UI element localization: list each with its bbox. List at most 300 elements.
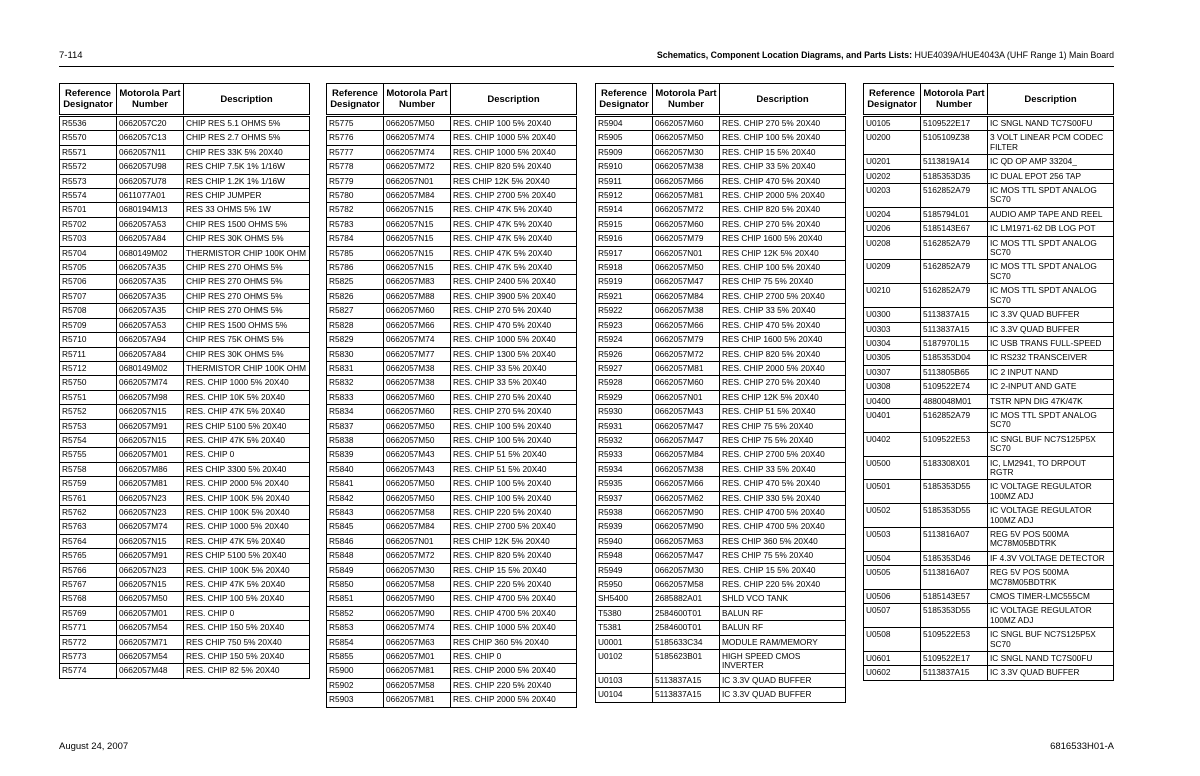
table-row — [596, 131, 846, 145]
reference-designator: R5926 — [596, 347, 653, 361]
part-number: 0662057M91 — [117, 419, 184, 433]
table-row — [864, 322, 1114, 336]
description: RES. CHIP 10K 5% 20X40 — [184, 390, 310, 404]
description: RES CHIP 12K 5% 20X40 — [451, 174, 577, 188]
table-row — [864, 394, 1114, 408]
table-row — [596, 650, 846, 674]
description: RES. CHIP 33 5% 20X40 — [451, 361, 577, 375]
description: CHIP RES 2.7 OHMS 5% — [184, 131, 310, 145]
reference-designator: R5834 — [327, 405, 384, 419]
part-number: 0662057M72 — [384, 160, 451, 174]
description: RES. CHIP 1000 5% 20X40 — [184, 376, 310, 390]
table-row — [596, 390, 846, 404]
description: BALUN RF — [720, 621, 846, 635]
description: RES. CHIP 1000 5% 20X40 — [451, 131, 577, 145]
table-row — [60, 419, 310, 433]
table-row — [596, 246, 846, 260]
part-number: 0662057N23 — [117, 505, 184, 519]
table-row — [60, 160, 310, 174]
description: IC VOLTAGE REGULATOR 100MZ ADJ — [988, 504, 1114, 528]
description: CMOS TIMER-LMC555CM — [988, 590, 1114, 604]
table-row — [327, 145, 577, 159]
table-row — [596, 688, 846, 702]
reference-designator: T5380 — [596, 606, 653, 620]
reference-designator: R5782 — [327, 203, 384, 217]
description: RES. CHIP 270 5% 20X40 — [451, 304, 577, 318]
description: IC DUAL EPOT 256 TAP — [988, 169, 1114, 183]
table-row — [60, 592, 310, 606]
reference-designator: R5833 — [327, 390, 384, 404]
reference-designator: U0401 — [864, 408, 921, 432]
part-number: 0662057M58 — [384, 505, 451, 519]
table-row — [864, 380, 1114, 394]
part-number: 0662057M66 — [384, 318, 451, 332]
table-row — [864, 365, 1114, 379]
table-row — [327, 650, 577, 664]
description: RES. CHIP 470 5% 20X40 — [720, 318, 846, 332]
description: IC MOS TTL SPDT ANALOG SC70 — [988, 284, 1114, 308]
description: RES CHIP 12K 5% 20X40 — [720, 246, 846, 260]
part-number: 0662057M84 — [384, 189, 451, 203]
description: RES CHIP 5100 5% 20X40 — [184, 419, 310, 433]
column-header-part-number: Motorola Part Number — [921, 84, 988, 116]
table-row — [596, 203, 846, 217]
table-row — [60, 664, 310, 678]
table-row — [327, 304, 577, 318]
page-title — [657, 50, 1114, 60]
part-number: 0662057N15 — [117, 534, 184, 548]
part-number: 0662057M74 — [384, 621, 451, 635]
table-row — [596, 549, 846, 563]
part-number: 0662057M43 — [384, 462, 451, 476]
description: RES. CHIP 100 5% 20X40 — [720, 131, 846, 145]
description: RES CHIP 750 5% 20X40 — [184, 635, 310, 649]
table-row — [596, 534, 846, 548]
reference-designator: R5829 — [327, 333, 384, 347]
description: RES. CHIP 2700 5% 20X40 — [720, 289, 846, 303]
reference-designator: R5939 — [596, 520, 653, 534]
part-number: 0662057M54 — [117, 650, 184, 664]
reference-designator: R5855 — [327, 650, 384, 664]
part-number: 0662057A35 — [117, 304, 184, 318]
table-row — [864, 207, 1114, 221]
reference-designator: R5773 — [60, 650, 117, 664]
part-number: 5185353D55 — [921, 504, 988, 528]
reference-designator: R5934 — [596, 462, 653, 476]
part-number: 0662057M72 — [653, 203, 720, 217]
description: RES. CHIP 470 5% 20X40 — [451, 318, 577, 332]
description: RES CHIP 75 5% 20X40 — [720, 275, 846, 289]
part-number: 0662057U98 — [117, 160, 184, 174]
part-number: 5113837A15 — [653, 688, 720, 702]
part-number: 0662057M74 — [384, 145, 451, 159]
part-number: 5185143E67 — [921, 222, 988, 236]
reference-designator: U0504 — [864, 551, 921, 565]
part-number: 0662057N01 — [384, 174, 451, 188]
description: RES. CHIP 100K 5% 20X40 — [184, 563, 310, 577]
table-row — [327, 333, 577, 347]
part-number: 0662057M30 — [384, 563, 451, 577]
part-number: 0662057M74 — [117, 376, 184, 390]
part-number: 0662057N15 — [384, 232, 451, 246]
reference-designator: U0204 — [864, 207, 921, 221]
description: BALUN RF — [720, 606, 846, 620]
table-row — [327, 232, 577, 246]
table-row — [596, 477, 846, 491]
description: RES. CHIP 100 5% 20X40 — [451, 491, 577, 505]
part-number: 5162852A79 — [921, 408, 988, 432]
reference-designator: R5771 — [60, 621, 117, 635]
part-number: 0662057A84 — [117, 347, 184, 361]
part-number: 0662057N23 — [117, 491, 184, 505]
part-number: 0662057M81 — [653, 189, 720, 203]
reference-designator: R5841 — [327, 477, 384, 491]
reference-designator: R5778 — [327, 160, 384, 174]
part-number: 0662057M30 — [653, 563, 720, 577]
table-row — [60, 477, 310, 491]
parts-table — [326, 83, 577, 708]
reference-designator: R5842 — [327, 491, 384, 505]
table-row — [327, 693, 577, 707]
table-row — [60, 189, 310, 203]
reference-designator: R5711 — [60, 347, 117, 361]
reference-designator: R5571 — [60, 145, 117, 159]
description: CHIP RES 5.1 OHMS 5% — [184, 116, 310, 131]
table-row — [327, 217, 577, 231]
table-row — [327, 246, 577, 260]
part-number: 0662057M63 — [384, 635, 451, 649]
reference-designator: R5574 — [60, 189, 117, 203]
part-number: 0662057M81 — [117, 477, 184, 491]
description: IC SNGL NAND TC7S00FU — [988, 652, 1114, 666]
description: RES. CHIP 2000 5% 20X40 — [720, 361, 846, 375]
reference-designator: R5837 — [327, 419, 384, 433]
reference-designator: R5701 — [60, 203, 117, 217]
reference-designator: R5949 — [596, 563, 653, 577]
description: RES. CHIP 47K 5% 20X40 — [184, 405, 310, 419]
part-number: 0662057M01 — [117, 448, 184, 462]
table-row — [327, 174, 577, 188]
table-row — [864, 666, 1114, 680]
reference-designator: R5940 — [596, 534, 653, 548]
reference-designator: R5915 — [596, 217, 653, 231]
table-row — [327, 462, 577, 476]
reference-designator: R5852 — [327, 606, 384, 620]
table-row — [327, 520, 577, 534]
reference-designator: R5776 — [327, 131, 384, 145]
table-row — [60, 217, 310, 231]
part-number: 0680194M13 — [117, 203, 184, 217]
table-row — [60, 491, 310, 505]
reference-designator: R5777 — [327, 145, 384, 159]
description: THERMISTOR CHIP 100K OHM — [184, 361, 310, 375]
part-number: 0662057M50 — [653, 131, 720, 145]
part-number: 5183308X01 — [921, 456, 988, 480]
table-row — [596, 145, 846, 159]
part-number: 0662057N15 — [117, 405, 184, 419]
description: IC 2-INPUT AND GATE — [988, 380, 1114, 394]
description: RES. CHIP 4700 5% 20X40 — [451, 606, 577, 620]
description: IC MOS TTL SPDT ANALOG SC70 — [988, 260, 1114, 284]
part-number: 0662057M83 — [384, 275, 451, 289]
table-row — [327, 261, 577, 275]
table-row — [864, 551, 1114, 565]
reference-designator: R5928 — [596, 376, 653, 390]
description: CHIP RES 75K OHMS 5% — [184, 333, 310, 347]
part-number: 5187970L15 — [921, 336, 988, 350]
reference-designator: R5780 — [327, 189, 384, 203]
part-number: 5109522E53 — [921, 432, 988, 456]
part-number: 5109522E74 — [921, 380, 988, 394]
description: RES. CHIP 51 5% 20X40 — [720, 405, 846, 419]
description: CHIP RES 30K OHMS 5% — [184, 347, 310, 361]
description: RES. CHIP 2700 5% 20X40 — [451, 189, 577, 203]
part-number: 0662057M72 — [384, 549, 451, 563]
part-number: 0662057M88 — [384, 289, 451, 303]
reference-designator: R5762 — [60, 505, 117, 519]
table-row — [596, 433, 846, 447]
reference-designator: U0304 — [864, 336, 921, 350]
part-number: 0662057M43 — [653, 405, 720, 419]
table-row — [864, 222, 1114, 236]
description: CHIP RES 1500 OHMS 5% — [184, 217, 310, 231]
table-row — [60, 333, 310, 347]
part-number: 0662057N15 — [384, 246, 451, 260]
table-row — [327, 621, 577, 635]
table-row — [60, 145, 310, 159]
part-number: 0662057M43 — [384, 448, 451, 462]
description: RES. CHIP 820 5% 20X40 — [720, 203, 846, 217]
description: RES. CHIP 47K 5% 20X40 — [184, 534, 310, 548]
table-row — [864, 131, 1114, 155]
table-row — [327, 635, 577, 649]
part-number: 0662057M60 — [653, 217, 720, 231]
part-number: 0662057A53 — [117, 217, 184, 231]
description: RES CHIP 360 5% 20X40 — [720, 534, 846, 548]
part-number: 5185143E57 — [921, 590, 988, 604]
table-row — [864, 184, 1114, 208]
description: RES. CHIP 1000 5% 20X40 — [184, 520, 310, 534]
reference-designator: R5702 — [60, 217, 117, 231]
description: RES. CHIP 2000 5% 20X40 — [720, 189, 846, 203]
part-number: 4880048M01 — [921, 394, 988, 408]
table-row — [327, 361, 577, 375]
description: RES. CHIP 15 5% 20X40 — [451, 563, 577, 577]
reference-designator: R5918 — [596, 261, 653, 275]
reference-designator: R5938 — [596, 505, 653, 519]
table-row — [864, 566, 1114, 590]
description: RES. CHIP 270 5% 20X40 — [720, 217, 846, 231]
table-row — [327, 376, 577, 390]
table-row — [327, 664, 577, 678]
part-number: 0662057M77 — [384, 347, 451, 361]
description: RES. CHIP 820 5% 20X40 — [451, 160, 577, 174]
table-row — [327, 289, 577, 303]
part-number: 5185794L01 — [921, 207, 988, 221]
description: RES CHIP 1600 5% 20X40 — [720, 333, 846, 347]
table-row — [864, 432, 1114, 456]
reference-designator: R5930 — [596, 405, 653, 419]
page-title-section: Schematics, Component Location Diagrams, and Parts Lists: — [656, 50, 913, 60]
part-number: 2584600T01 — [653, 621, 720, 635]
part-number: 0662057M90 — [653, 505, 720, 519]
table-row — [60, 390, 310, 404]
table-row — [864, 590, 1114, 604]
table-row — [327, 563, 577, 577]
table-row — [60, 433, 310, 447]
reference-designator: R5712 — [60, 361, 117, 375]
part-number: 0662057M74 — [384, 333, 451, 347]
table-row — [327, 131, 577, 145]
reference-designator: U0305 — [864, 351, 921, 365]
part-number: 0662057M60 — [384, 390, 451, 404]
table-row — [596, 318, 846, 332]
reference-designator: R5851 — [327, 592, 384, 606]
part-number: 0662057M84 — [653, 289, 720, 303]
table-row — [60, 261, 310, 275]
part-number: 0662057M54 — [117, 621, 184, 635]
reference-designator: U0201 — [864, 155, 921, 169]
description: RES. CHIP 820 5% 20X40 — [451, 549, 577, 563]
table-row — [327, 275, 577, 289]
reference-designator: R5766 — [60, 563, 117, 577]
part-number: 5185353D46 — [921, 551, 988, 565]
part-number: 0662057M47 — [653, 433, 720, 447]
table-row — [60, 578, 310, 592]
description: RES. CHIP 100K 5% 20X40 — [184, 491, 310, 505]
reference-designator: R5922 — [596, 304, 653, 318]
part-number: 0662057A35 — [117, 275, 184, 289]
description: IC QD OP AMP 33204_ — [988, 155, 1114, 169]
reference-designator: U0103 — [596, 673, 653, 687]
description: RES. CHIP 47K 5% 20X40 — [184, 578, 310, 592]
table-row — [864, 260, 1114, 284]
table-row — [327, 189, 577, 203]
reference-designator: R5900 — [327, 664, 384, 678]
reference-designator: R5843 — [327, 505, 384, 519]
reference-designator: R5846 — [327, 534, 384, 548]
description: CHIP RES 270 OHMS 5% — [184, 275, 310, 289]
part-number: 0662057N15 — [384, 203, 451, 217]
description: CHIP RES 270 OHMS 5% — [184, 289, 310, 303]
header-rule — [59, 66, 1114, 67]
reference-designator: R5763 — [60, 520, 117, 534]
reference-designator: U0200 — [864, 131, 921, 155]
part-number: 0662057M91 — [117, 549, 184, 563]
reference-designator: U0503 — [864, 528, 921, 552]
reference-designator: R5923 — [596, 318, 653, 332]
description: SHLD VCO TANK — [720, 592, 846, 606]
description: RES. CHIP 1000 5% 20X40 — [451, 621, 577, 635]
table-row — [864, 628, 1114, 652]
description: RES. CHIP 470 5% 20X40 — [720, 174, 846, 188]
reference-designator: R5572 — [60, 160, 117, 174]
description: RES. CHIP 15 5% 20X40 — [720, 563, 846, 577]
part-number: 0662057M47 — [653, 549, 720, 563]
table-row — [864, 351, 1114, 365]
part-number: 5113837A15 — [921, 308, 988, 322]
reference-designator: R5929 — [596, 390, 653, 404]
table-row — [60, 650, 310, 664]
reference-designator: R5845 — [327, 520, 384, 534]
table-row — [864, 480, 1114, 504]
part-number: 0662057M66 — [653, 174, 720, 188]
description: RES. CHIP 3900 5% 20X40 — [451, 289, 577, 303]
description: RES. CHIP 2000 5% 20X40 — [451, 664, 577, 678]
table-row — [60, 174, 310, 188]
description: RES. CHIP 47K 5% 20X40 — [451, 217, 577, 231]
reference-designator: R5751 — [60, 390, 117, 404]
table-row — [327, 160, 577, 174]
description: RES CHIP 12K 5% 20X40 — [451, 534, 577, 548]
column-header-description: Description — [988, 84, 1114, 116]
description: AUDIO AMP TAPE AND REEL — [988, 207, 1114, 221]
reference-designator: R5849 — [327, 563, 384, 577]
reference-designator: R5935 — [596, 477, 653, 491]
part-number: 0662057M47 — [653, 275, 720, 289]
part-number: 0662057M38 — [653, 160, 720, 174]
part-number: 5113805B65 — [921, 365, 988, 379]
part-number: 5113816A07 — [921, 566, 988, 590]
part-number: 0680149M02 — [117, 246, 184, 260]
part-number: 0662057M63 — [653, 534, 720, 548]
table-row — [864, 652, 1114, 666]
part-number: 5162852A79 — [921, 284, 988, 308]
parts-table — [595, 83, 846, 703]
description: RES 33 OHMS 5% 1W — [184, 203, 310, 217]
table-row — [596, 304, 846, 318]
reference-designator: R5848 — [327, 549, 384, 563]
column-header-reference: Reference Designator — [864, 84, 921, 116]
part-number: 0662057M01 — [117, 606, 184, 620]
part-number: 0662057M84 — [653, 448, 720, 462]
reference-designator: U0501 — [864, 480, 921, 504]
description: IC MOS TTL SPDT ANALOG SC70 — [988, 184, 1114, 208]
reference-designator: R5710 — [60, 333, 117, 347]
part-number: 0662057M58 — [653, 578, 720, 592]
description: RES CHIP 75 5% 20X40 — [720, 433, 846, 447]
reference-designator: R5948 — [596, 549, 653, 563]
reference-designator: R5931 — [596, 419, 653, 433]
part-number: 0662057M58 — [384, 578, 451, 592]
reference-designator: U0308 — [864, 380, 921, 394]
description: RES CHIP 360 5% 20X40 — [451, 635, 577, 649]
reference-designator: R5905 — [596, 131, 653, 145]
description: RES. CHIP 51 5% 20X40 — [451, 462, 577, 476]
table-row — [60, 606, 310, 620]
part-number: 0662057M79 — [653, 232, 720, 246]
part-number: 0662057N15 — [117, 433, 184, 447]
description: MODULE RAM/MEMORY — [720, 635, 846, 649]
description: RES. CHIP 1300 5% 20X40 — [451, 347, 577, 361]
reference-designator: U0601 — [864, 652, 921, 666]
table-row — [60, 462, 310, 476]
description: RES. CHIP 270 5% 20X40 — [720, 116, 846, 131]
table-row — [327, 491, 577, 505]
description: IC 2 INPUT NAND — [988, 365, 1114, 379]
part-number: 0662057M66 — [653, 477, 720, 491]
table-row — [864, 308, 1114, 322]
description: IC LM1971-62 DB LOG POT — [988, 222, 1114, 236]
reference-designator: R5783 — [327, 217, 384, 231]
description: RES. CHIP 330 5% 20X40 — [720, 491, 846, 505]
description: IC MOS TTL SPDT ANALOG SC70 — [988, 236, 1114, 260]
reference-designator: R5753 — [60, 419, 117, 433]
column-header-description: Description — [184, 84, 310, 116]
part-number: 5113837A15 — [653, 673, 720, 687]
table-row — [596, 563, 846, 577]
table-row — [864, 408, 1114, 432]
